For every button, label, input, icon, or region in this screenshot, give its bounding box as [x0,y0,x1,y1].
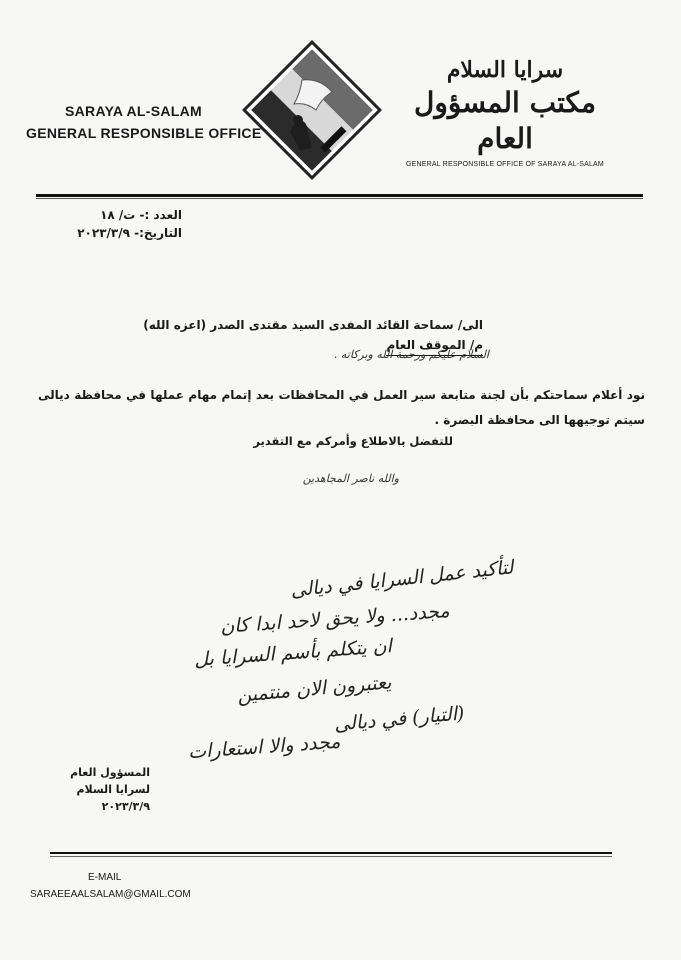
email-label: E-MAIL [88,872,122,883]
handwritten-line: يعتبرون الان منتمين [236,671,393,707]
arabic-title-line1: سرايا السلام [446,57,564,83]
addressee-line: الى/ سماحة القائد المفدى السيد مقتدى الصدر (اعزه الله) [143,318,483,332]
subject-line: م/ الموقف العام [386,335,483,356]
reference-date: التاريخ:- ٢٠٢٣/٣/٩ [77,226,182,240]
footer-divider-thin [50,856,612,857]
english-name-line1: SARAYA AL-SALAM [65,103,202,119]
sign-off-line: والله ناصر المجاهدين [302,472,399,485]
handwritten-line: مجدد... ولا يحق لاحد ابدا كان [219,600,451,638]
handwritten-line: مجدد والا استعارات [186,730,341,764]
email-address[interactable]: SARAEEAALSALAM@GMAIL.COM [30,889,191,900]
reference-block [77,206,182,242]
header-divider-thin [36,198,643,199]
footer-divider [50,852,612,854]
signature-block [70,764,150,815]
signature-date: ٢٠٢٣/٣/٩ [101,800,150,813]
english-subtitle: GENERAL RESPONSIBLE OFFICE OF SARAYA AL-SALAM [406,161,604,168]
closing-line: للتفضل بالاطلاع وأمركم مع التقدير [253,434,453,448]
handwritten-line: لتأكيد عمل السرايا في ديالى [289,556,515,602]
arabic-office-title [395,55,615,168]
signature-org: لسرايا السلام [76,783,150,796]
greeting-line: السلام عليكم ورحمة الله وبركاته . [333,348,489,361]
saraya-logo [242,40,382,180]
letter-body: نود أعلام سماحتكم بأن لجنة متابعة سير العمل في المحافظات بعد إتمام مهام عملها في محافظة ديالى سيتم توجيهها الى محافظة البصرة . [38,388,645,427]
handwritten-line: (التيار) في ديالى [332,702,465,736]
arabic-title-line2: مكتب المسؤول العام [414,86,596,155]
reference-number: العدد :- ت/ ١٨ [100,208,182,222]
english-org-name [26,100,262,144]
header-divider [36,194,643,197]
signature-title: المسؤول العام [70,766,150,779]
english-name-line2: GENERAL RESPONSIBLE OFFICE [26,125,262,141]
handwritten-line: ان يتكلم بأسم السرايا بل [193,635,393,671]
